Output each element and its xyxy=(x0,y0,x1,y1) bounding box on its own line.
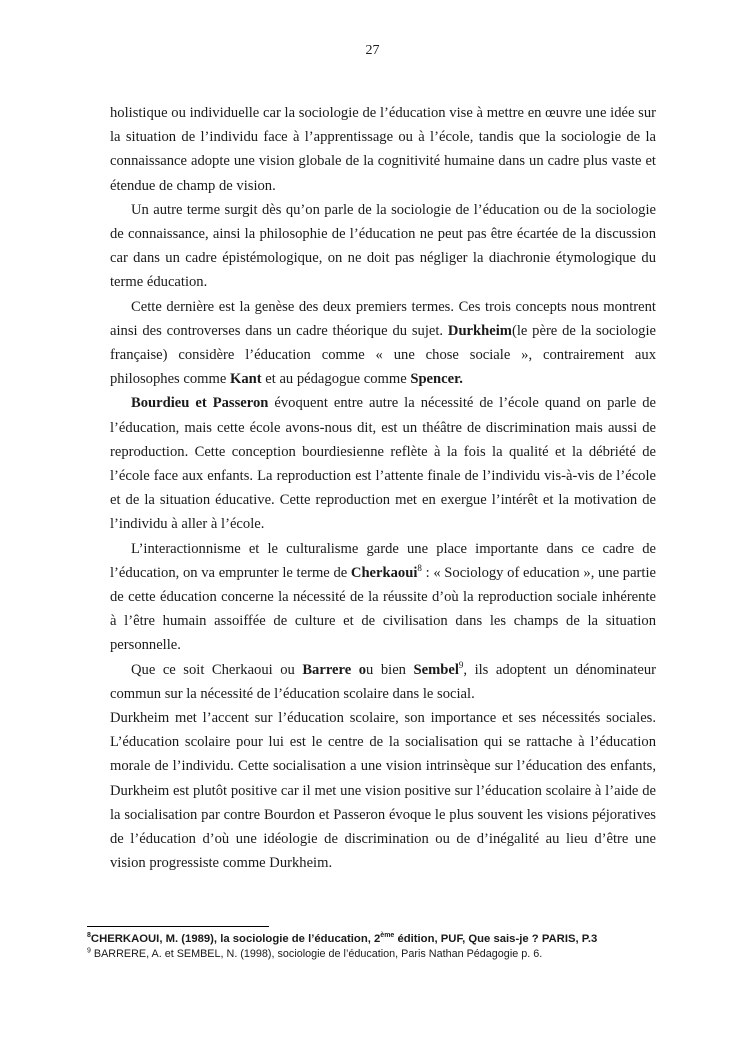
text-run: Que ce soit Cherkaoui ou xyxy=(131,661,303,678)
body-text xyxy=(110,101,656,876)
footnote-ref: 8 xyxy=(417,563,422,573)
bold-name: Durkheim xyxy=(447,322,512,339)
paragraph xyxy=(110,295,656,392)
text-run: CHERKAOUI, M. (1989), la sociologie de l’éducation, 2 xyxy=(90,933,381,945)
text-run: édition, PUF, Que sais-je ? PARIS, P.3 xyxy=(394,933,598,945)
footnote-separator xyxy=(87,926,269,927)
paragraph xyxy=(110,537,656,658)
footnote-ref: ème xyxy=(380,932,395,940)
text-run: BARRERE, A. et SEMBEL, N. (1998), sociologie de l’éducation, Paris Nathan Pédagogie p. 6. xyxy=(90,948,543,960)
text-run: , ils adoptent un dénominateur commun sur la nécessité de l’éducation scolaire dans le social. xyxy=(110,661,656,702)
bold-name: Spencer. xyxy=(410,371,463,388)
footnote-ref: 9 xyxy=(87,947,91,955)
bold-name: Cherkaoui xyxy=(350,564,418,581)
paragraph xyxy=(110,101,656,198)
paragraph xyxy=(110,198,656,295)
text-run: évoquent entre autre la nécessité de l’école quand on parle de l’éducation, mais cette école avons-nous dit, est un théâtre de discrimination mais aussi de reproduction. Cette conception bourdiesienne reflète à la fois la qualité et la débriété de l’école face aux enfants. La reproduction est l’attente finale de l’individu vis-à-vis de l’école et de la situation éducative. Cette reproduction met en exergue l’intérêt et la motivation de l’individu à aller à l’école. xyxy=(110,395,656,533)
text-run: u bien xyxy=(366,661,414,678)
text-run: Un autre terme surgit dès qu’on parle de la sociologie de l’éducation ou de la sociologie de connaissance, ainsi la philosophie de l’éducation ne peut pas être écartée de la discussion car dans un cadre épistémologique, on ne doit pas négliger la diachronie étymologique du terme éducation. xyxy=(110,201,656,291)
paragraph xyxy=(110,391,656,536)
text-run: (le père de la sociologie française) considère l’éducation comme « une chose sociale », contrairement aux philosophes comme xyxy=(110,322,656,388)
text-run: Cette dernière est la genèse des deux premiers termes. Ces trois concepts nous montrent ainsi des controverses dans un cadre théorique du sujet. xyxy=(110,298,656,339)
footnote-ref: 8 xyxy=(87,932,91,940)
text-run: Durkheim met l’accent sur l’éducation scolaire, son importance et ses nécessités sociales. L’éducation scolaire pour lui est le centre de la socialisation qui se rattache à l’éducation morale de l’individu. Cette socialisation a une vision intrinsèque sur l’éducation des enfants, Durkheim est plutôt positive car il met une vision positive sur l’éducation scolaire à l’aide de la socialisation par contre Bourdon et Passeron évoque le plus souvent les visions péjoratives de l’éducation d’où une idéologie de discrimination ou de d’inégalité au lieu d’être une vision progressiste comme Durkheim. xyxy=(110,710,656,872)
bold-name: Sembel xyxy=(413,661,459,678)
text-run: et au pédagogue comme xyxy=(261,371,411,388)
paragraph xyxy=(110,706,656,875)
footnote-8 xyxy=(87,933,597,945)
footnote-ref: 9 xyxy=(458,659,464,670)
bold-name: Kant xyxy=(229,371,262,388)
text-run: : « Sociology of education », une partie de cette éducation concerne la nécessité de la réussite d’où la reproduction sociale inhérente à l’être humain assoiffée de culture et de civilisation dans les champs de la situation personnelle. xyxy=(110,564,656,654)
text-run: L’interactionnisme et le culturalisme garde une place importante dans ce cadre de l’éducation, on va emprunter le terme de xyxy=(110,540,656,581)
footnote-9 xyxy=(87,948,542,960)
text-run: holistique ou individuelle car la sociologie de l’éducation vise à mettre en œuvre une idée sur la situation de l’individu face à l’apprentissage ou à l’école, tandis que la sociologie de la connaissance adopte une vision globale de la cognitivité humaine dans un cadre plus vaste et étendue de champ de vision. xyxy=(110,105,656,194)
paragraph xyxy=(110,658,656,706)
bold-name: Bourdieu et Passeron xyxy=(131,395,269,412)
page-number: 27 xyxy=(365,43,380,58)
bold-name: Barrere o xyxy=(302,661,367,678)
